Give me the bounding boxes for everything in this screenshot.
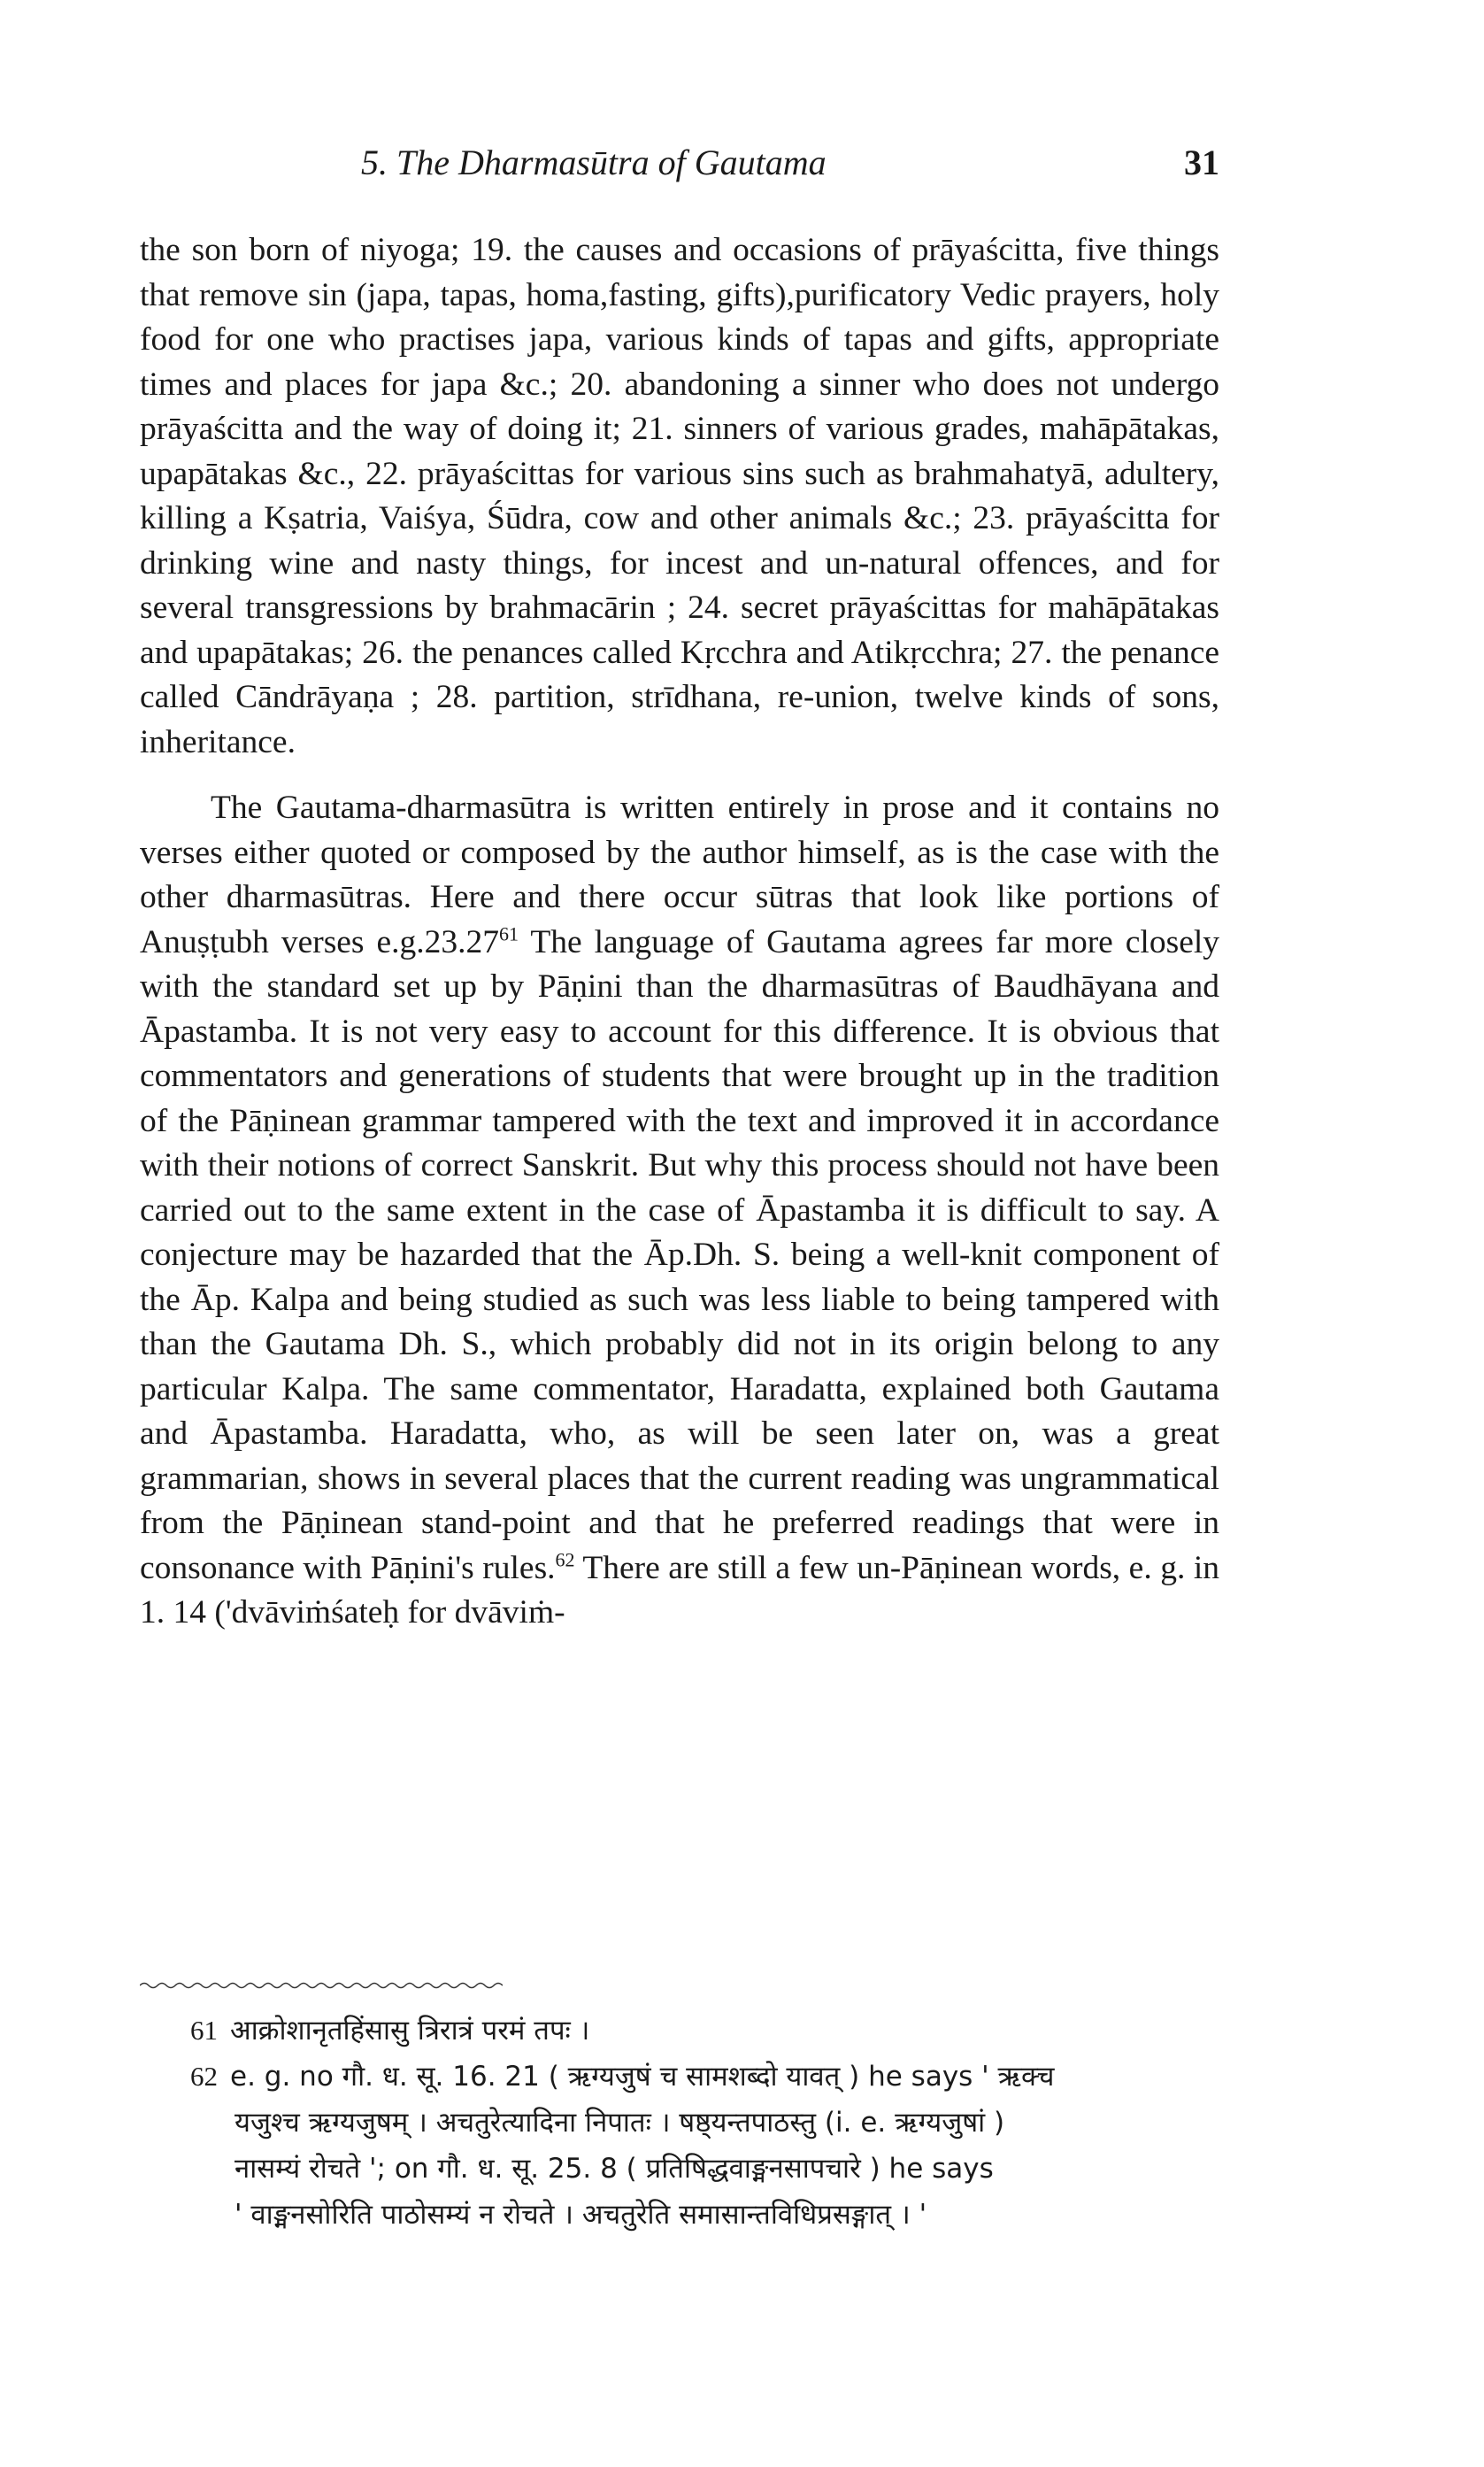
running-title: 5. The Dharmasūtra of Gautama xyxy=(361,143,827,182)
paragraph-text: There are still a few un-Pāṇinean words, e. g. in 1. 14 ('dvāviṁśateḥ for dvāviṁ- xyxy=(140,1549,1219,1631)
paragraph-text: The language of Gautama agrees far more closely with the standard set up by Pāṇini than the dharmasūtras of Baudhāyana and Āpastamba. It is not very easy to account for this difference. It is obvious that commentators and generations of students that were brought up in the tradition of the Pāṇinean grammar tampered with the text and improved it in accordance with their notions of correct Sanskrit. But why this process should not have been carried out to the same extent in the case of Āpastamba it is difficult to say. A conjecture may be hazarded that the Āp.Dh. S. being a well-knit component of the Āp. Kalpa and being studied as such was less liable to being tampered with than the Gautama Dh. S., which probably did not in its origin belong to any particular Kalpa. The same commentator, Haradatta, explained both Gautama and Āpastamba. Haradatta, who, as will be seen later on, was a great grammarian, shows in several places that the current reading was ungrammatical from the Pāṇinean stand-point and that he preferred readings that were in consonance with Pāṇini's rules. xyxy=(140,923,1220,1586)
footnote-line: ' वाङ्मनसोरिति पाठोसम्यं न रोचते । अचतुरेति समासान्तविधिप्रसङ्गात् । ' xyxy=(235,2199,927,2231)
main-text xyxy=(140,228,1219,1636)
footnote-ref: 61 xyxy=(499,922,519,944)
footnote-number: 62 xyxy=(190,2061,218,2092)
paragraph: the son born of niyoga; 19. the causes and occasions of prāyaścitta, five things that remove sin (japa, tapas, homa,fasting, gifts),purificatory Vedic prayers, holy food for one who practises japa, various kinds of tapas and gifts, appropriate times and places for japa &c.; 20. abandoning a sinner who does not undergo prāyaścitta and the way of doing it; 21. sinners of various grades, mahāpātakas, upapātakas &c., 22. prāyaścittas for various sins such as brahmahatyā, adultery, killing a Kṣatria, Vaiśya, Śūdra, cow and other animals &c.; 23. prāyaścitta for drinking wine and nasty things, for incest and un-natural offences, and for several transgressions by brahmacārin ; 24. secret prāyaścittas for mahāpātakas and upapātakas; 26. the penances called Kṛcchra and Atikṛcchra; 27. the penance called Cāndrāyaṇa ; 28. partition, strīdhana, re-union, twelve kinds of sons, inheritance. xyxy=(140,232,1219,760)
footnote-ref: 62 xyxy=(555,1548,575,1570)
footnote-number: 61 xyxy=(190,2015,218,2046)
footnote xyxy=(190,2008,1217,2054)
footnote-line: नासम्यं रोचते '; on गौ. ध. सू. 25. 8 ( प्रतिषिद्धवाङ्मनसापचारे ) he says xyxy=(235,2153,994,2185)
footnotes xyxy=(190,2008,1217,2238)
footnote-line: यजुश्च ऋग्यजुषम् । अचतुरेत्यादिना निपातः । षष्ठ्यन्तपाठस्तु (i. e. ऋग्यजुषां ) xyxy=(235,2107,1005,2139)
footnote-text: e. g. no गौ. ध. सू. 16. 21 ( ऋग्यजुषं च सामशब्दो यावत् ) he says ' ऋक्च xyxy=(230,2061,1055,2093)
footnote-divider xyxy=(140,1981,503,1990)
footnote xyxy=(190,2054,1217,2100)
running-header xyxy=(140,142,1219,195)
paragraph xyxy=(140,786,1219,1636)
footnote-text: आक्रोशानृतहिंसासु त्रिरात्रं परमं तपः । xyxy=(230,2015,590,2047)
page-number: 31 xyxy=(1184,143,1219,182)
paragraph-text: The Gautama-dharmasūtra is written entirely in prose and it contains no verses either quoted or composed by the author himself, as is the case with the other dharmasūtras. Here and there occur sūtras that look like portions of Anuṣṭubh verses e.g.23.27 xyxy=(140,790,1219,960)
